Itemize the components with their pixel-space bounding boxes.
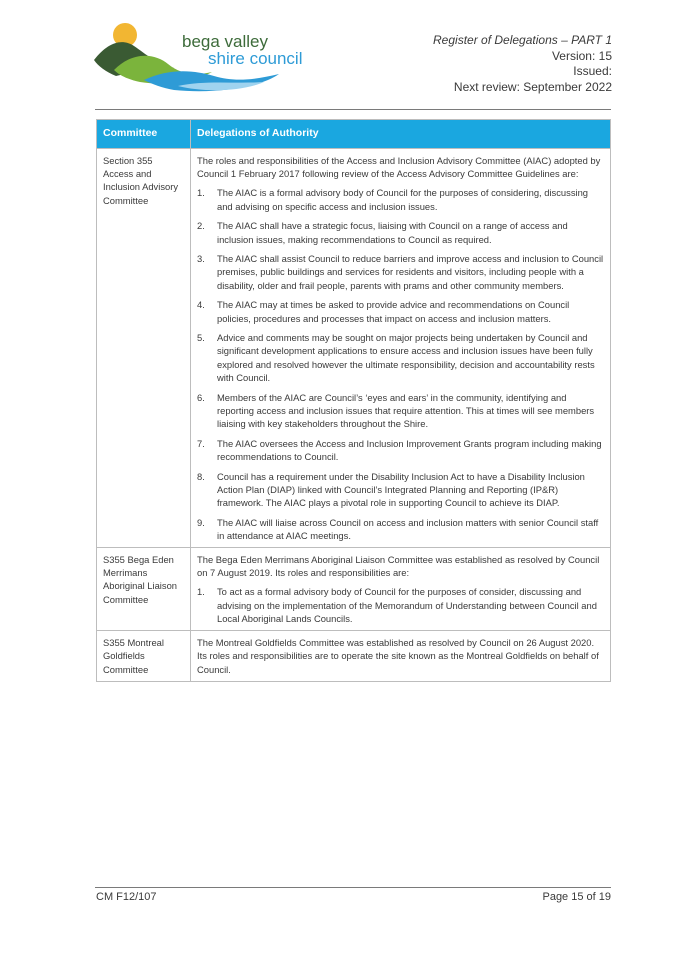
committee-cell: S355 Montreal Goldfields Committee	[97, 631, 191, 682]
list-number: 3.	[197, 253, 205, 265]
list-text: The AIAC shall have a strategic focus, liaising with Council on a range of access and inclusion issues, making recommendations to Council as required.	[217, 220, 568, 245]
document-meta	[433, 33, 612, 95]
list-text: To act as a formal advisory body of Council for the purposes of consider, discussing and advising on the implementation of the Memorandum of Understanding between Council and Local Aboriginal Lands Councils.	[217, 586, 597, 624]
delegation-cell	[191, 149, 611, 548]
document-title: Register of Delegations – PART 1	[433, 33, 612, 47]
column-header-committee: Committee	[97, 120, 191, 149]
list-item	[197, 516, 604, 542]
list-number: 7.	[197, 437, 205, 449]
list-number: 4.	[197, 299, 205, 311]
delegation-cell	[191, 631, 611, 682]
delegation-intro: The Bega Eden Merrimans Aboriginal Liaison Committee was established as resolved by Council on 7 August 2019. Its roles and responsibilities are:	[197, 554, 600, 579]
list-number: 9.	[197, 516, 205, 528]
logo-line-2: shire council	[208, 49, 303, 68]
page-number: Page 15 of 19	[542, 891, 611, 903]
list-number: 1.	[197, 187, 205, 199]
list-text: Advice and comments may be sought on major projects being undertaken by Council and significant development applications to ensure access and inclusion issues have been fully explored and resolved however the ultimate responsibility, decision and accountability rests with Council.	[217, 332, 595, 383]
list-item	[197, 470, 604, 510]
delegation-intro: The roles and responsibilities of the Access and Inclusion Advisory Committee (AIAC) adopted by Council 1 February 2017 following review of the Access Advisory Committee Guidelines are:	[197, 155, 601, 180]
delegation-cell	[191, 548, 611, 631]
table-header-row	[97, 120, 611, 149]
list-text: The AIAC is a formal advisory body of Council for the purposes of considering, discussing and advising on specific access and inclusion issues.	[217, 187, 589, 212]
table-row	[97, 631, 611, 682]
list-item	[197, 219, 604, 245]
version-text: Version: 15	[551, 48, 612, 63]
list-item	[197, 437, 604, 463]
list-item	[197, 252, 604, 292]
logo-wordmark	[182, 33, 303, 67]
column-header-delegations: Delegations of Authority	[191, 120, 611, 149]
delegation-list	[197, 186, 604, 542]
list-text: The AIAC shall assist Council to reduce barriers and improve access and inclusion to Council premises, public buildings and services for residents and visitors, including people with a disability, older and frail people, parents with prams and other community members.	[217, 253, 604, 291]
issued-text: Issued:	[573, 64, 612, 78]
list-number: 1.	[197, 586, 205, 598]
list-item	[197, 186, 604, 212]
list-item	[197, 585, 604, 625]
delegations-table	[96, 119, 611, 682]
list-number: 6.	[197, 391, 205, 403]
committee-cell: S355 Bega Eden Merrimans Aboriginal Liaison Committee	[97, 548, 191, 631]
delegation-list	[197, 585, 604, 625]
document-reference: CM F12/107	[96, 891, 157, 903]
list-text: Council has a requirement under the Disability Inclusion Act to have a Disability Inclusion Action Plan (DIAP) linked with Council’s Integrated Planning and Reporting (IP&R) framework. The AIAC plays a pivotal role in supporting Council to achieve its DIAP.	[217, 470, 585, 508]
list-number: 8.	[197, 470, 205, 482]
list-text: The AIAC may at times be asked to provide advice and recommendations on Council policies, procedures and processes that impact on access and inclusion matters.	[217, 299, 570, 324]
list-item	[197, 391, 604, 431]
list-text: Members of the AIAC are Council’s ‘eyes and ears’ in the community, identifying and reporting access and inclusion issues that require attention. This at times will see members liaising with key stakeholders throughout the Shire.	[217, 391, 595, 429]
list-text: The AIAC will liaise across Council on access and inclusion matters with senior Council staff in attendance at AIAC meetings.	[217, 516, 599, 541]
footer-divider	[95, 887, 611, 888]
list-number: 5.	[197, 332, 205, 344]
list-item	[197, 331, 604, 384]
delegation-intro: The Montreal Goldfields Committee was established as resolved by Council on 26 August 2020. Its roles and responsibilities are to operate the site known as the Montreal Goldfields on behalf of Council.	[197, 637, 599, 675]
next-review-text: Next review: September 2022	[453, 79, 612, 94]
header-divider	[95, 109, 611, 110]
logo-line-1: bega valley	[182, 32, 269, 51]
list-number: 2.	[197, 220, 205, 232]
list-text: The AIAC oversees the Access and Inclusion Improvement Grants program including making recommendations to Council.	[217, 437, 602, 462]
committee-cell: Section 355 Access and Inclusion Advisory Committee	[97, 149, 191, 548]
table-row	[97, 548, 611, 631]
list-item	[197, 298, 604, 324]
table-row	[97, 149, 611, 548]
